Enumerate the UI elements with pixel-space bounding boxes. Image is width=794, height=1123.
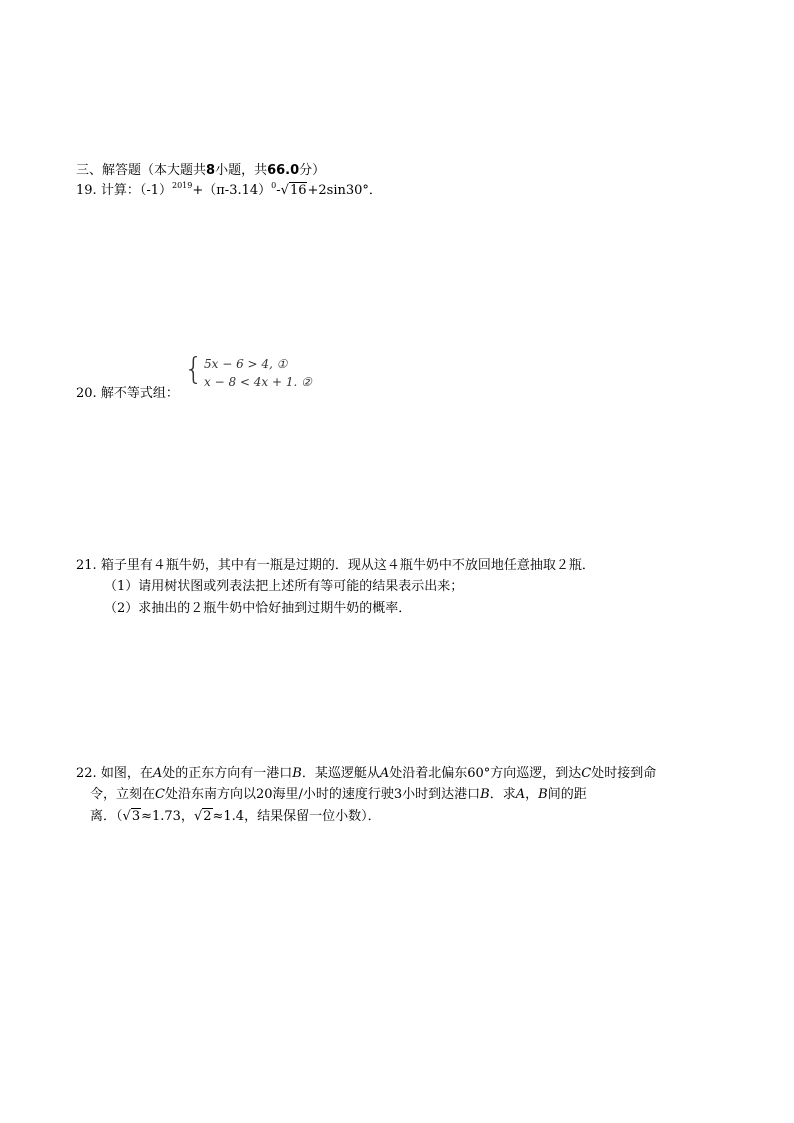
q21-stem: 箱子里有４瓶牛奶，其中有一瓶是过期的．现从这４瓶牛奶中不放回地任意抽取２瓶．: [100, 558, 595, 573]
question-number: 22.: [76, 766, 97, 781]
q22-text: 处时接到命: [591, 766, 657, 781]
question-number: 20.: [76, 386, 97, 401]
question-22-line-2: [90, 786, 587, 804]
q22-text: 离．（: [90, 809, 123, 824]
point-b: B: [292, 766, 302, 781]
inequality-1: 5x − 6 > 4, ①: [204, 357, 288, 371]
point-a: A: [515, 787, 526, 802]
sqrt-2: [194, 808, 213, 826]
q22-text: ≈1.4，结果保留一位小数）．: [212, 809, 381, 824]
section-title-suffix: 分）: [299, 163, 326, 178]
radical-sign-icon: √: [280, 183, 289, 198]
radicand: 16: [289, 183, 307, 198]
q22-text: 处的正东方向有一港口: [162, 766, 293, 781]
q22-text: 处沿着北偏东60°方向巡逻，到达: [389, 766, 582, 781]
point-a: A: [379, 766, 390, 781]
question-20: [76, 385, 179, 403]
question-21: [76, 557, 595, 575]
radical-sign-icon: √: [193, 809, 203, 824]
section-title-prefix: 三、解答题（本大题共: [76, 163, 207, 178]
sqrt-16: [281, 182, 308, 200]
q19-lead: 计算：（-1）: [100, 183, 172, 198]
q22-text: 如图，在: [100, 766, 153, 781]
q21-part-2: （2）求抽出的２瓶牛奶中恰好抽到过期牛奶的概率．: [104, 601, 412, 616]
question-number: 19.: [76, 183, 97, 198]
q19-exponent-0: 0: [271, 181, 277, 190]
q22-text: ．某巡逻艇从: [301, 766, 380, 781]
q19-tail: +2sin30°．: [307, 183, 382, 198]
q22-text: 处沿东南方向以20海里/小时的速度行驶3小时到达港口: [164, 787, 481, 802]
section-title: [76, 162, 325, 180]
point-a: A: [152, 766, 163, 781]
point-c: C: [581, 766, 592, 781]
section-title-mid: 小题，共: [215, 163, 268, 178]
sqrt-3: [123, 808, 142, 826]
point-b: B: [538, 787, 548, 802]
q22-text: ．求: [489, 787, 516, 802]
question-19: [76, 182, 382, 200]
left-brace-icon: {: [184, 352, 204, 387]
radical-sign-icon: √: [122, 809, 131, 824]
point-b: B: [480, 787, 490, 802]
q19-mid: +（π-3.14）: [192, 183, 272, 198]
q22-text: 令，立刻在: [90, 787, 156, 802]
q22-text: 间的距: [547, 787, 587, 802]
inequality-2: x − 8 < 4x + 1. ②: [204, 375, 312, 389]
q22-text: ≈1.73，: [141, 809, 194, 824]
question-count: 8: [206, 163, 216, 178]
total-score: 66.0: [267, 163, 300, 178]
question-number: 21.: [76, 558, 97, 573]
q19-minus: -: [276, 183, 281, 198]
radicand: 3: [131, 809, 141, 824]
radicand: 2: [203, 809, 212, 824]
question-22-line-1: [76, 765, 656, 783]
q20-text: 解不等式组：: [100, 386, 179, 401]
question-22-line-3: [90, 808, 381, 826]
q21-part-1: （1）请用树状图或列表法把上述所有等可能的结果表示出来；: [104, 579, 464, 594]
q19-exponent-2019: 2019: [172, 181, 193, 190]
point-c: C: [155, 787, 165, 802]
q22-text: ，: [525, 787, 539, 802]
